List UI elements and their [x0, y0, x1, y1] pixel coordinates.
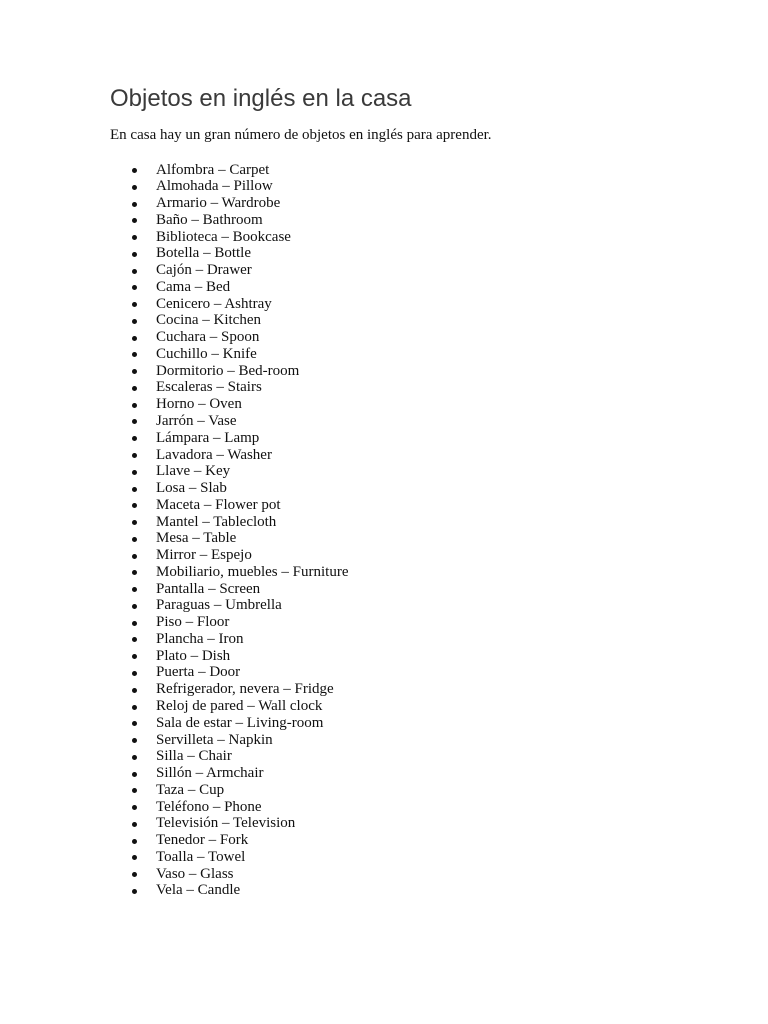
list-item [132, 631, 348, 648]
list-item [132, 715, 348, 732]
list-item [132, 413, 348, 430]
list-item-text: Silla – Chair [156, 748, 232, 765]
bullet-icon [132, 168, 137, 173]
list-item-text: Tenedor – Fork [156, 832, 249, 849]
bullet-icon [132, 889, 137, 894]
bullet-icon [132, 855, 137, 860]
bullet-icon [132, 788, 137, 793]
list-item [132, 379, 348, 396]
list-item-text: Losa – Slab [156, 480, 227, 497]
list-item [132, 212, 348, 229]
list-item-text: Mobiliario, muebles – Furniture [156, 563, 349, 580]
list-item-text: Reloj de pared – Wall clock [156, 698, 323, 714]
list-item [132, 514, 348, 531]
list-item [132, 480, 348, 497]
list-item [132, 162, 348, 179]
list-item [132, 732, 348, 749]
list-item [132, 748, 348, 765]
bullet-icon [132, 419, 137, 424]
bullet-icon [132, 202, 137, 207]
list-item [132, 564, 348, 581]
list-item [132, 664, 348, 681]
list-item [132, 799, 348, 816]
bullet-icon [132, 436, 137, 441]
bullet-icon [132, 637, 137, 642]
bullet-icon [132, 185, 137, 190]
bullet-icon [132, 738, 137, 743]
list-item-text: Teléfono – Phone [156, 798, 262, 815]
bullet-icon [132, 252, 137, 257]
bullet-icon [132, 520, 137, 525]
list-item-text: Almohada – Pillow [156, 178, 273, 195]
bullet-icon [132, 302, 137, 307]
bullet-icon [132, 570, 137, 575]
list-item-text: Mantel – Tablecloth [156, 513, 277, 530]
bullet-icon [132, 822, 137, 827]
bullet-icon [132, 604, 137, 609]
list-item [132, 329, 348, 346]
list-item [132, 497, 348, 514]
list-item [132, 698, 348, 715]
page-title: Objetos en inglés en la casa [110, 85, 412, 112]
list-item [132, 547, 348, 564]
list-item [132, 262, 348, 279]
list-item-text: Biblioteca – Bookcase [156, 228, 291, 245]
list-item [132, 581, 348, 598]
list-item [132, 597, 348, 614]
list-item-text: Puerta – Door [156, 664, 241, 681]
list-item [132, 849, 348, 866]
vocabulary-list [132, 162, 348, 900]
list-item [132, 195, 348, 212]
list-item-text: Llave – Key [156, 463, 231, 480]
list-item [132, 765, 348, 782]
list-item-text: Jarrón – Vase [156, 412, 237, 429]
list-item [132, 782, 348, 799]
list-item-text: Piso – Floor [156, 614, 230, 631]
list-item [132, 178, 348, 195]
list-item [132, 279, 348, 296]
list-item-text: Cuchara – Spoon [156, 329, 260, 346]
list-item-text: Pantalla – Screen [156, 580, 261, 597]
list-item-text: Sala de estar – Living-room [156, 714, 324, 731]
list-item [132, 832, 348, 849]
list-item-text: Vela – Candle [156, 882, 241, 899]
bullet-icon [132, 453, 137, 458]
bullet-icon [132, 554, 137, 559]
list-item [132, 681, 348, 698]
list-item [132, 882, 348, 899]
bullet-icon [132, 269, 137, 274]
list-item-text: Escaleras – Stairs [156, 379, 262, 396]
list-item-text: Botella – Bottle [156, 245, 251, 262]
list-item [132, 866, 348, 883]
list-item [132, 245, 348, 262]
list-item-text: Alfombra – Carpet [156, 161, 270, 178]
bullet-icon [132, 872, 137, 877]
bullet-icon [132, 587, 137, 592]
list-item [132, 447, 348, 464]
bullet-icon [132, 470, 137, 475]
bullet-icon [132, 839, 137, 844]
list-item-text: Plancha – Iron [156, 630, 244, 647]
list-item [132, 614, 348, 631]
bullet-icon [132, 503, 137, 508]
list-item-text: Mirror – Espejo [156, 547, 252, 564]
bullet-icon [132, 688, 137, 693]
list-item [132, 296, 348, 313]
list-item [132, 229, 348, 246]
bullet-icon [132, 319, 137, 324]
list-item-text: Servilleta – Napkin [156, 731, 273, 748]
bullet-icon [132, 285, 137, 290]
list-item-text: Mesa – Table [156, 530, 237, 547]
list-item-text: Lavadora – Washer [156, 446, 272, 463]
list-item [132, 648, 348, 665]
list-item-text: Plato – Dish [156, 647, 231, 664]
list-item [132, 363, 348, 380]
list-item-text: Vaso – Glass [156, 865, 234, 882]
bullet-icon [132, 403, 137, 408]
list-item-text: Televisión – Television [156, 815, 296, 832]
list-item-text: Toalla – Towel [156, 848, 246, 865]
bullet-icon [132, 705, 137, 710]
list-item-text: Cama – Bed [156, 278, 231, 295]
bullet-icon [132, 755, 137, 760]
list-item-text: Horno – Oven [156, 396, 242, 413]
list-item-text: Cenicero – Ashtray [156, 295, 272, 312]
bullet-icon [132, 721, 137, 726]
list-item [132, 430, 348, 447]
list-item-text: Lámpara – Lamp [156, 429, 260, 446]
list-item-text: Sillón – Armchair [156, 765, 264, 782]
bullet-icon [132, 537, 137, 542]
bullet-icon [132, 352, 137, 357]
bullet-icon [132, 772, 137, 777]
bullet-icon [132, 671, 137, 676]
list-item [132, 530, 348, 547]
list-item [132, 396, 348, 413]
list-item-text: Maceta – Flower pot [156, 496, 281, 513]
bullet-icon [132, 235, 137, 240]
list-item [132, 312, 348, 329]
list-item-text: Dormitorio – Bed-room [156, 362, 300, 379]
list-item-text: Paraguas – Umbrella [156, 597, 282, 614]
list-item [132, 463, 348, 480]
list-item-text: Cajón – Drawer [156, 262, 252, 279]
list-item-text: Refrigerador, nevera – Fridge [156, 681, 334, 698]
bullet-icon [132, 654, 137, 659]
list-item-text: Taza – Cup [156, 781, 225, 798]
list-item-text: Cuchillo – Knife [156, 345, 257, 362]
list-item [132, 346, 348, 363]
bullet-icon [132, 369, 137, 374]
bullet-icon [132, 386, 137, 391]
bullet-icon [132, 487, 137, 492]
list-item-text: Armario – Wardrobe [156, 195, 281, 212]
list-item [132, 815, 348, 832]
bullet-icon [132, 805, 137, 810]
list-item-text: Cocina – Kitchen [156, 312, 261, 329]
bullet-icon [132, 336, 137, 341]
intro-paragraph: En casa hay un gran número de objetos en inglés para aprender. [110, 127, 492, 143]
list-item-text: Baño – Bathroom [156, 211, 263, 228]
bullet-icon [132, 218, 137, 223]
bullet-icon [132, 621, 137, 626]
